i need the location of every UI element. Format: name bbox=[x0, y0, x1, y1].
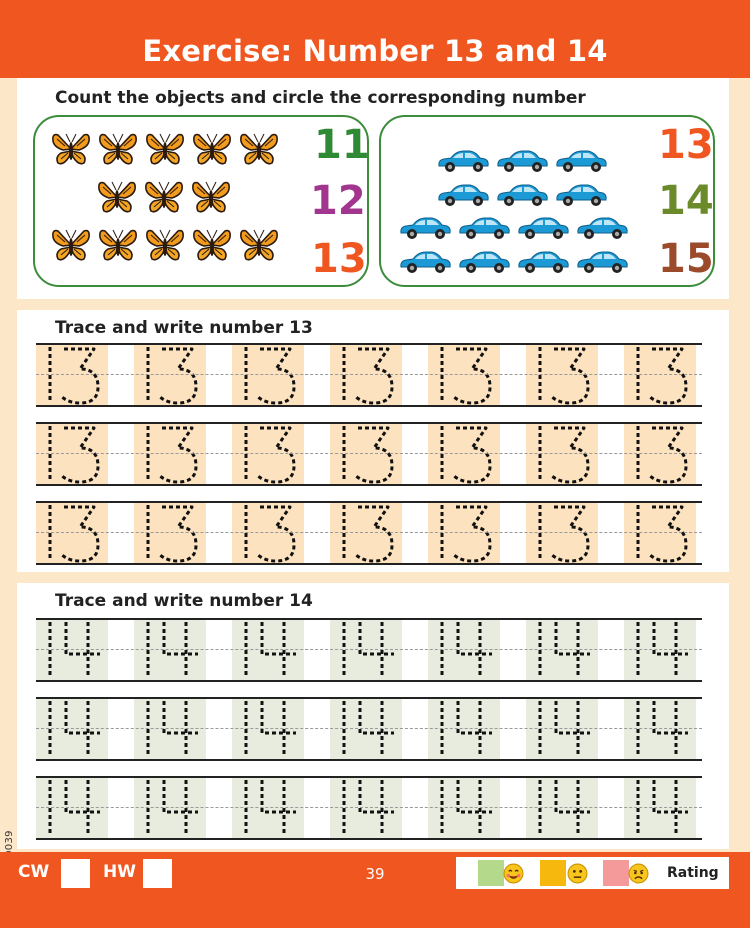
trace-digit-14 bbox=[36, 620, 108, 680]
guide-line-top bbox=[36, 618, 702, 620]
butterfly-icon bbox=[98, 131, 138, 169]
butterfly-icon bbox=[51, 131, 91, 169]
guide-line-top bbox=[36, 422, 702, 424]
car-icon bbox=[554, 149, 608, 175]
butterfly-box bbox=[33, 115, 369, 287]
trace-digit-13 bbox=[624, 345, 696, 405]
page-number: 39 bbox=[365, 865, 385, 883]
trace-digit-13 bbox=[36, 503, 108, 563]
guide-line-mid bbox=[36, 728, 702, 729]
trace-digit-13 bbox=[526, 424, 598, 484]
car-box bbox=[379, 115, 715, 287]
rating-swatch-sad[interactable] bbox=[603, 860, 629, 886]
page-title: Exercise: Number 13 and 14 bbox=[142, 34, 608, 68]
trace-digit-14 bbox=[526, 699, 598, 759]
hw-label: HW bbox=[103, 862, 136, 882]
guide-line-bot bbox=[36, 563, 702, 565]
trace-digit-13 bbox=[624, 424, 696, 484]
rating-swatch-neutral[interactable] bbox=[540, 860, 566, 886]
guide-line-top bbox=[36, 501, 702, 503]
trace-digit-14 bbox=[232, 778, 304, 838]
trace-digit-13 bbox=[232, 424, 304, 484]
tracing-row[interactable] bbox=[36, 343, 702, 407]
option-15[interactable]: 15 bbox=[658, 236, 714, 282]
trace-13-section bbox=[17, 310, 729, 572]
option-12[interactable]: 12 bbox=[310, 178, 366, 224]
guide-line-top bbox=[36, 343, 702, 345]
rating-swatch-happy[interactable] bbox=[478, 860, 504, 886]
car-icon bbox=[457, 250, 511, 276]
trace-digit-14 bbox=[624, 699, 696, 759]
trace-digit-14 bbox=[428, 620, 500, 680]
guide-line-bot bbox=[36, 838, 702, 840]
trace-digit-13 bbox=[36, 345, 108, 405]
car-icon bbox=[398, 216, 452, 242]
trace-digit-14 bbox=[330, 778, 402, 838]
car-icon bbox=[575, 250, 629, 276]
trace-digit-14 bbox=[36, 778, 108, 838]
trace-digit-14 bbox=[526, 778, 598, 838]
tracing-row[interactable] bbox=[36, 776, 702, 840]
trace-digit-14 bbox=[624, 778, 696, 838]
car-icon bbox=[516, 250, 570, 276]
happy-face-icon[interactable] bbox=[503, 863, 524, 884]
guide-line-bot bbox=[36, 484, 702, 486]
butterfly-icon bbox=[145, 131, 185, 169]
car-icon bbox=[457, 216, 511, 242]
guide-line-top bbox=[36, 697, 702, 699]
guide-line-mid bbox=[36, 453, 702, 454]
butterfly-icon bbox=[192, 227, 232, 265]
count-section bbox=[17, 78, 729, 299]
trace-digit-14 bbox=[624, 620, 696, 680]
car-icon bbox=[516, 216, 570, 242]
neutral-face-icon[interactable] bbox=[567, 863, 588, 884]
guide-line-mid bbox=[36, 807, 702, 808]
butterfly-icon bbox=[51, 227, 91, 265]
option-13-cars[interactable]: 13 bbox=[658, 122, 714, 168]
trace-digit-13 bbox=[330, 424, 402, 484]
trace-digit-13 bbox=[330, 345, 402, 405]
trace-14-section bbox=[17, 583, 729, 849]
car-icon bbox=[398, 250, 452, 276]
butterfly-icon bbox=[98, 227, 138, 265]
trace-digit-14 bbox=[36, 699, 108, 759]
rating-label: Rating bbox=[667, 865, 719, 881]
trace-digit-14 bbox=[134, 620, 206, 680]
worksheet-page bbox=[0, 78, 750, 852]
option-11[interactable]: 11 bbox=[314, 122, 370, 168]
trace-digit-14 bbox=[134, 778, 206, 838]
butterfly-icon bbox=[97, 179, 137, 217]
butterfly-icon bbox=[239, 131, 279, 169]
trace-digit-14 bbox=[428, 699, 500, 759]
car-icon bbox=[495, 183, 549, 209]
trace-digit-14 bbox=[330, 699, 402, 759]
car-icon bbox=[575, 216, 629, 242]
guide-line-mid bbox=[36, 374, 702, 375]
trace-digit-13 bbox=[36, 424, 108, 484]
tracing-row[interactable] bbox=[36, 618, 702, 682]
guide-line-bot bbox=[36, 680, 702, 682]
trace-14-instruction: Trace and write number 14 bbox=[55, 591, 313, 611]
butterfly-icon bbox=[239, 227, 279, 265]
tracing-row[interactable] bbox=[36, 422, 702, 486]
butterfly-icon bbox=[192, 131, 232, 169]
butterfly-icon bbox=[191, 179, 231, 217]
trace-13-instruction: Trace and write number 13 bbox=[55, 318, 313, 338]
guide-line-mid bbox=[36, 649, 702, 650]
car-icon bbox=[554, 183, 608, 209]
trace-digit-13 bbox=[526, 345, 598, 405]
tracing-row[interactable] bbox=[36, 501, 702, 565]
trace-digit-14 bbox=[428, 778, 500, 838]
count-instruction: Count the objects and circle the corresponding number bbox=[55, 88, 586, 108]
footer-bar bbox=[0, 852, 750, 928]
guide-line-bot bbox=[36, 759, 702, 761]
option-14[interactable]: 14 bbox=[658, 178, 714, 224]
guide-line-mid bbox=[36, 532, 702, 533]
guide-line-top bbox=[36, 776, 702, 778]
guide-line-bot bbox=[36, 405, 702, 407]
car-icon bbox=[495, 149, 549, 175]
car-icon bbox=[436, 183, 490, 209]
trace-digit-13 bbox=[232, 503, 304, 563]
trace-digit-14 bbox=[232, 620, 304, 680]
trace-digit-13 bbox=[526, 503, 598, 563]
sad-face-icon[interactable] bbox=[628, 863, 649, 884]
header-bar bbox=[0, 0, 750, 78]
trace-digit-13 bbox=[428, 503, 500, 563]
trace-digit-13 bbox=[134, 503, 206, 563]
trace-digit-14 bbox=[134, 699, 206, 759]
cw-label: CW bbox=[18, 862, 50, 882]
option-13[interactable]: 13 bbox=[311, 236, 367, 282]
butterfly-icon bbox=[145, 227, 185, 265]
trace-digit-14 bbox=[330, 620, 402, 680]
tracing-row[interactable] bbox=[36, 697, 702, 761]
trace-digit-13 bbox=[428, 345, 500, 405]
trace-digit-13 bbox=[232, 345, 304, 405]
trace-digit-13 bbox=[624, 503, 696, 563]
car-icon bbox=[436, 149, 490, 175]
trace-digit-14 bbox=[232, 699, 304, 759]
trace-digit-13 bbox=[134, 424, 206, 484]
trace-digit-13 bbox=[428, 424, 500, 484]
butterfly-icon bbox=[144, 179, 184, 217]
trace-digit-14 bbox=[526, 620, 598, 680]
trace-digit-13 bbox=[330, 503, 402, 563]
rating-box bbox=[456, 857, 729, 889]
trace-digit-13 bbox=[134, 345, 206, 405]
